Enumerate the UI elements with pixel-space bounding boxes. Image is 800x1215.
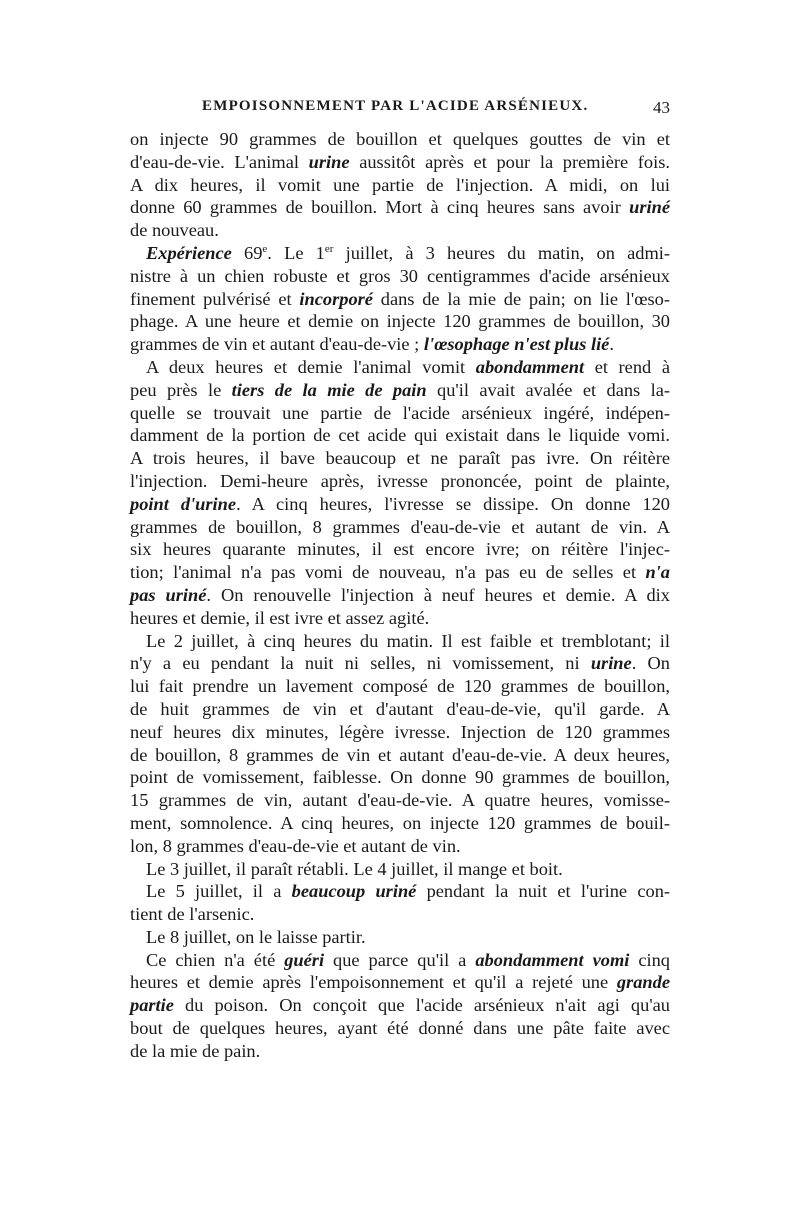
text-line (130, 858, 670, 881)
text-run: de nouveau. (130, 220, 219, 241)
italic-run: urine (590, 653, 632, 674)
text-run: damment de la portion de cet acide qui existait dans le liquide vomi. (130, 425, 670, 446)
text-line (130, 994, 670, 1017)
text-run: six heures quarante minutes, il est encore ivre; on réitère l'injec- (130, 539, 670, 560)
italic-run: tiers de la mie de pain (231, 379, 427, 400)
text-line (130, 744, 670, 767)
text-line (130, 630, 670, 653)
text-run: . A cinq heures, l'ivresse se dissipe. On donne 120 (236, 493, 670, 514)
text-run: lon, 8 grammes d'eau-de-vie et autant de vin. (130, 835, 461, 856)
italic-run: pas uriné (130, 584, 207, 605)
italic-run: uriné (629, 197, 670, 218)
text-line (130, 766, 670, 789)
text-run: Le 8 juillet, on le laisse partir. (146, 926, 366, 947)
text-run: juillet, à 3 heures du matin, on admi- (333, 242, 670, 263)
italic-run: grande (616, 972, 670, 993)
italic-run: abondamment vomi (475, 949, 630, 970)
text-run: A dix heures, il vomit une partie de l'injection. A midi, on lui (130, 174, 670, 195)
text-run: Le 3 juillet, il paraît rétabli. Le 4 juillet, il mange et boit. (146, 858, 563, 879)
text-line (130, 379, 670, 402)
text-line (130, 789, 670, 812)
text-line (130, 424, 670, 447)
text-run: peu près le (130, 379, 232, 400)
text-run: tient de l'arsenic. (130, 904, 255, 925)
text-run: grammes de bouillon, 8 grammes d'eau-de-vie et autant de vin. A (130, 516, 670, 537)
text-run: pendant la nuit et l'urine con- (416, 881, 671, 902)
page-header (130, 98, 670, 122)
body-text (130, 128, 670, 1063)
text-run: qu'il avait avalée et dans la- (426, 379, 670, 400)
text-line (130, 903, 670, 926)
text-line (130, 971, 670, 994)
text-line (130, 265, 670, 288)
text-run: A trois heures, il bave beaucoup et ne paraît pas ivre. On réitère (130, 448, 670, 469)
text-line (130, 652, 670, 675)
italic-run: point d'urine (130, 493, 237, 514)
running-title: EMPOISONNEMENT PAR L'ACIDE ARSÉNIEUX. (202, 98, 589, 114)
text-run: nistre à un chien robuste et gros 30 centigrammes d'acide arsénieux (130, 265, 670, 286)
italic-run: Expérience (146, 242, 232, 263)
superscript: e (262, 242, 268, 255)
text-run: d'eau-de-vie. L'animal (130, 151, 309, 172)
text-line (130, 1040, 670, 1063)
text-line (130, 288, 670, 311)
text-line (130, 926, 670, 949)
text-run: A deux heures et demie l'animal vomit (146, 356, 476, 377)
text-line (130, 174, 670, 197)
text-line (130, 470, 670, 493)
italic-run: beaucoup uriné (291, 881, 417, 902)
text-line (130, 835, 670, 858)
text-line (130, 607, 670, 630)
text-line (130, 493, 670, 516)
text-run: n'y a eu pendant la nuit ni selles, ni vomissement, ni (130, 653, 591, 674)
italic-run: partie (130, 995, 174, 1016)
text-line (130, 698, 670, 721)
text-run: cinq (629, 949, 670, 970)
text-run: du poison. On conçoit que l'acide arsénieux n'ait agi qu'au (173, 995, 670, 1016)
text-run: bout de quelques heures, ayant été donné dans une pâte faite avec (130, 1018, 670, 1039)
text-run: on injecte 90 grammes de bouillon et quelques gouttes de vin et (130, 129, 670, 149)
italic-run: abondamment (475, 356, 585, 377)
text-run: lui fait prendre un lavement composé de 120 grammes de bouillon, (130, 676, 670, 697)
text-run: Ce chien n'a été (146, 949, 285, 970)
text-run: l'injection. Demi-heure après, ivresse prononcée, point de plainte, (130, 470, 670, 491)
text-run: . On (631, 653, 671, 674)
text-run: aussitôt après et pour la première fois. (349, 151, 670, 172)
text-run: de la mie de pain. (130, 1040, 261, 1061)
text-line (130, 721, 670, 744)
text-line (130, 516, 670, 539)
text-run: . On renouvelle l'injection à neuf heures et demie. A dix (206, 584, 670, 605)
text-line (130, 310, 670, 333)
italic-run: guéri (284, 949, 325, 970)
text-run: 69 (231, 242, 263, 263)
text-run: de bouillon, 8 grammes de vin et autant d'eau-de-vie. A deux heures, (130, 744, 670, 765)
text-line (130, 675, 670, 698)
text-run: . Le 1 (267, 242, 325, 263)
text-line (130, 402, 670, 425)
text-line (130, 356, 670, 379)
text-run: neuf heures dix minutes, légère ivresse. Injection de 120 grammes (130, 721, 670, 742)
text-run: phage. A une heure et demie on injecte 120 grammes de bouillon, 30 (130, 311, 670, 332)
text-line (130, 561, 670, 584)
text-run: Le 2 juillet, à cinq heures du matin. Il est faible et tremblotant; il (146, 630, 670, 651)
text-line (130, 880, 670, 903)
text-line (130, 812, 670, 835)
text-line (130, 242, 670, 265)
text-run: de huit grammes de vin et d'autant d'eau-de-vie, qu'il garde. A (130, 698, 670, 719)
text-run: ment, somnolence. A cinq heures, on injecte 120 grammes de bouil- (130, 812, 670, 833)
text-line (130, 949, 670, 972)
italic-run: urine (308, 151, 350, 172)
text-line (130, 219, 670, 242)
text-run: et rend à (584, 356, 670, 377)
italic-run: l'œsophage n'est plus lié (423, 334, 610, 355)
italic-run: incorporé (299, 288, 373, 309)
page-number: 43 (653, 98, 670, 117)
text-run: heures et demie, il est ivre et assez agité. (130, 607, 430, 628)
text-run: grammes de vin et autant d'eau-de-vie ; (130, 334, 424, 355)
text-line (130, 538, 670, 561)
text-run: quelle se trouvait une partie de l'acide arsénieux ingéré, indépen- (130, 402, 670, 423)
text-run: tion; l'animal n'a pas vomi de nouveau, n'a pas eu de selles et (130, 562, 646, 583)
text-run: point de vomissement, faiblesse. On donne 90 grammes de bouillon, (130, 767, 670, 788)
text-run: donne 60 grammes de bouillon. Mort à cinq heures sans avoir (130, 197, 630, 218)
superscript: er (324, 242, 334, 255)
text-line (130, 128, 670, 151)
text-run: finement pulvérisé et (130, 288, 300, 309)
text-run: Le 5 juillet, il a (146, 881, 292, 902)
text-run: dans de la mie de pain; on lie l'œso- (372, 288, 670, 309)
text-run: 15 grammes de vin, autant d'eau-de-vie. A quatre heures, vomisse- (130, 790, 670, 811)
text-run: heures et demie après l'empoisonnement et qu'il a rejeté une (130, 972, 617, 993)
text-line (130, 447, 670, 470)
italic-run: n'a (645, 562, 670, 583)
text-line (130, 333, 670, 356)
text-line (130, 584, 670, 607)
text-line (130, 151, 670, 174)
text-line (130, 196, 670, 219)
text-run: que parce qu'il a (324, 949, 476, 970)
text-run: . (609, 334, 614, 355)
text-line (130, 1017, 670, 1040)
